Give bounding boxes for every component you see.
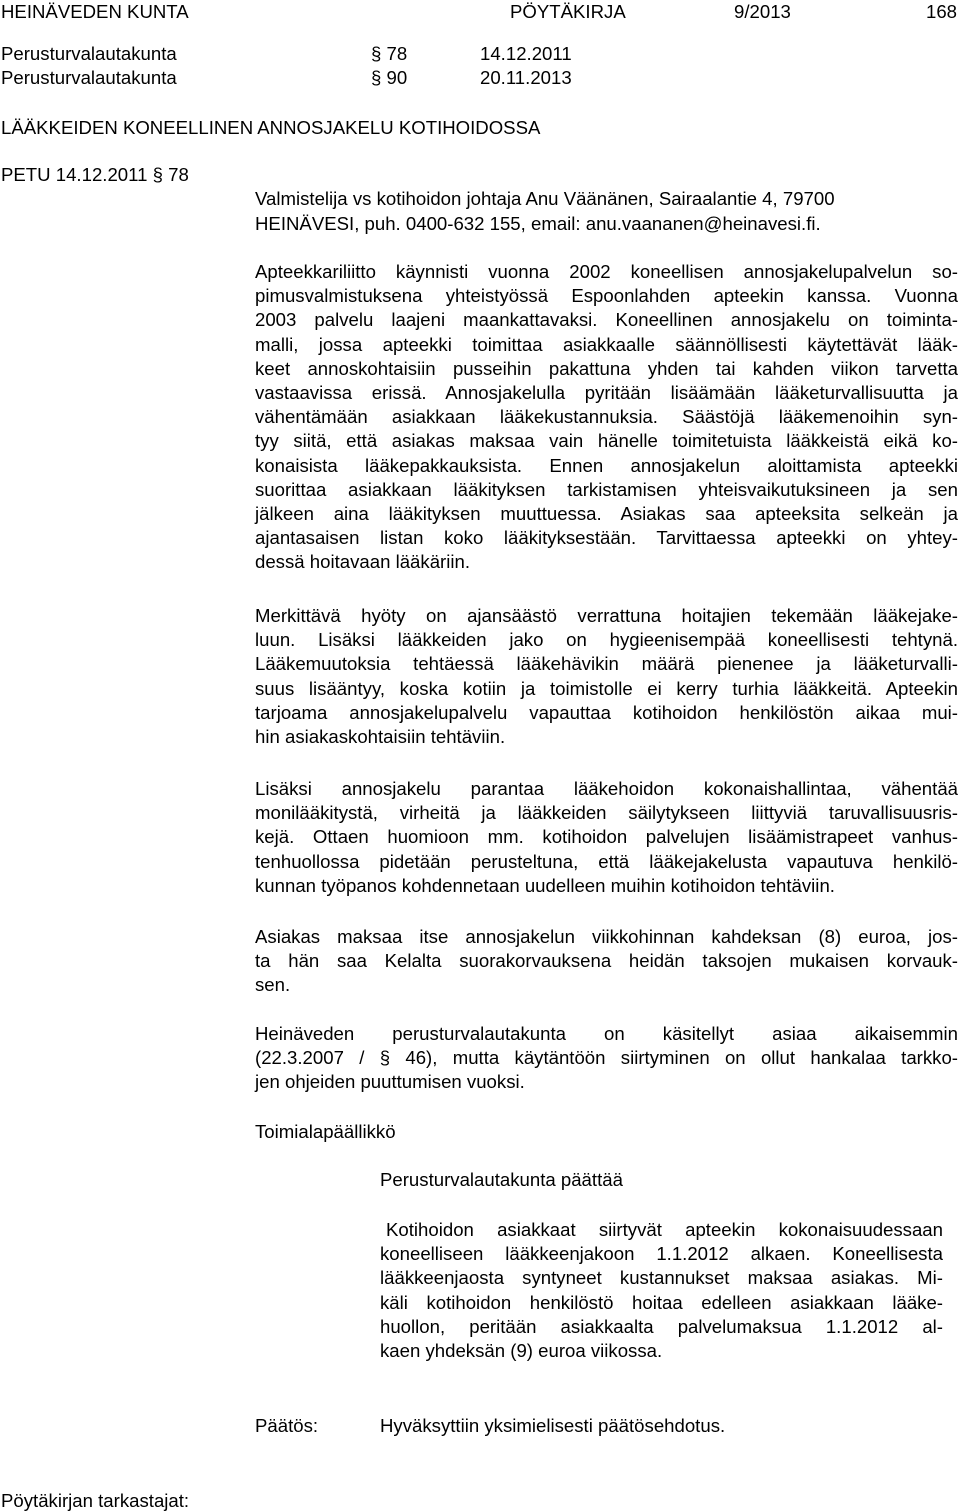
paragraph-line: ta hän saa Kelalta suorakorvauksena heidän taksojen mukaisen korvauk- bbox=[255, 950, 958, 972]
reference-board: Perusturvalautakunta bbox=[1, 67, 177, 88]
petu-reference: PETU 14.12.2011 § 78 bbox=[1, 164, 189, 185]
paragraph-line: tenhuollossa pidetään perusteltuna, että lääkejakelusta vapautuva henkilö- bbox=[255, 850, 958, 872]
paragraph-line: ajantasaisen listan koko lääkityksestään. Tarvittaessa apteekki on yhtey- bbox=[255, 527, 958, 549]
paragraph-line: keet annoskohtaisiin pusseihin pakattuna yhden tai kahden viikon tarvetta bbox=[255, 357, 958, 379]
paragraph-line: Lääkemuutoksia tehtäessä lääkehävikin määrä pienenee ja lääketurvalli- bbox=[255, 653, 958, 675]
paragraph-line: Heinäveden perusturvalautakunta on käsitellyt asiaa aikaisemmin bbox=[255, 1023, 958, 1044]
paragraph-line: luun. Lisäksi lääkkeiden jako on hygieenisempää koneellisesti tehtynä. bbox=[255, 629, 958, 651]
preparer-line: Valmistelija vs kotihoidon johtaja Anu Väänänen, Sairaalantie 4, 79700 bbox=[255, 188, 835, 209]
paragraph-line: suus lisääntyy, koska kotiin ja toimistolle ei kerry turhia lääkkeitä. Apteekin bbox=[255, 677, 958, 699]
proposal-line: lääkkeenjaosta syntyneet kustannukset maksaa asiakas. Mi- bbox=[380, 1267, 943, 1289]
paragraph-line: Lisäksi annosjakelu parantaa lääkehoidon kokonaishallintaa, vähentää bbox=[255, 778, 958, 799]
paragraph-line: kunnan työpanos kohdennetaan uudelleen muihin kotihoidon tehtäviin. bbox=[255, 874, 835, 896]
body-paragraph bbox=[255, 777, 958, 898]
paragraph-line: pimusvalmistuksena yhteistyössä Espoonlahden apteekin kanssa. Vuonna bbox=[255, 285, 958, 307]
paragraph-line: konaisista lääkepakkauksista. Ennen annosjakelun aloittamista apteekki bbox=[255, 454, 958, 476]
preparer-line: HEINÄVESI, puh. 0400-632 155, email: anu.vaananen@heinavesi.fi. bbox=[255, 213, 821, 234]
decision-text: Hyväksyttiin yksimielisesti päätösehdotus. bbox=[380, 1415, 726, 1436]
reference-section: § 78 bbox=[371, 43, 408, 64]
reference-section: § 90 bbox=[371, 67, 408, 88]
paragraph-line: jälkeen aina lääkityksen muuttuessa. Asiakas saa apteeksita selkeän ja bbox=[255, 503, 958, 525]
paragraph-line: Asiakas maksaa itse annosjakelun viikkohinnan kahdeksan (8) euroa, jos- bbox=[255, 926, 958, 947]
paragraph-line: jen ohjeiden puuttumisen vuoksi. bbox=[255, 1071, 525, 1093]
decision-label: Päätös: bbox=[255, 1415, 319, 1436]
paragraph-line: Apteekkariliitto käynnisti vuonna 2002 koneellisen annosjakelupalvelun so- bbox=[255, 261, 958, 282]
proposal-text bbox=[380, 1218, 943, 1363]
paragraph-line: malli, jossa apteekki toimittaa asiakkaalle säännöllisesti käytettävät lääk- bbox=[255, 333, 958, 355]
body-paragraph bbox=[255, 260, 958, 575]
proposal-line: käli kotihoidon henkilöstö hoitaa edelleen asiakkaan lääke- bbox=[380, 1291, 943, 1313]
paragraph-line: vähentämään asiakkaan lääkekustannuksia. Säästöjä lääkemenoihin syn- bbox=[255, 406, 958, 428]
paragraph-line: monilääkitystä, virheitä ja lääkkeiden säilytykseen liittyviä taruvallisuusris- bbox=[255, 802, 958, 824]
paragraph-line: dessä hoitavaan lääkäriin. bbox=[255, 551, 470, 573]
proposal-line: kaen yhdeksän (9) euroa viikossa. bbox=[380, 1340, 663, 1362]
paragraph-line: Merkittävä hyöty on ajansäästö verrattuna hoitajien tekemään lääkejake- bbox=[255, 605, 958, 626]
municipality-name: HEINÄVEDEN KUNTA bbox=[1, 1, 189, 22]
reference-date: 20.11.2013 bbox=[480, 67, 572, 88]
paragraph-line: (22.3.2007 / § 46), mutta käytäntöön siirtyminen on ollut hankalaa tarkko- bbox=[255, 1047, 958, 1069]
paragraph-line: sen. bbox=[255, 974, 291, 996]
paragraph-line: 2003 palvelu laajeni maankattavaksi. Koneellinen annosjakelu on toiminta- bbox=[255, 309, 958, 331]
paragraph-line: vastaavissa erissä. Annosjakelulla pyritään lisäämään lääketurvallisuutta ja bbox=[255, 382, 958, 404]
paragraph-line: tarjoama annosjakelupalvelu vapauttaa kotihoidon henkilöstön aikaa mui- bbox=[255, 701, 958, 723]
paragraph-line: kejä. Ottaen huomioon mm. kotihoidon palvelujen lisäämistrapeet vanhus- bbox=[255, 826, 958, 848]
body-paragraph bbox=[255, 604, 958, 749]
body-paragraph bbox=[255, 1022, 958, 1095]
proposal-line: huollon, peritään asiakkaalta palvelumaksua 1.1.2012 al- bbox=[380, 1315, 943, 1337]
paragraph-line: tyy siitä, että asiakas maksaa vain hänelle toimitetuista lääkkeistä eikä ko- bbox=[255, 430, 958, 452]
proposal-line: koneelliseen lääkkeenjakoon 1.1.2012 alkaen. Koneellisesta bbox=[380, 1243, 943, 1265]
body-paragraph bbox=[255, 925, 958, 998]
document-title: LÄÄKKEIDEN KONEELLINEN ANNOSJAKELU KOTIHOIDOSSA bbox=[1, 117, 541, 138]
paragraph-line: suorittaa asiakkaan lääkityksen tarkistamisen yhteisvaikutuksineen ja sen bbox=[255, 478, 958, 500]
reference-board: Perusturvalautakunta bbox=[1, 43, 177, 64]
proposal-line: Kotihoidon asiakkaat siirtyvät apteekin kokonaisuudessaan bbox=[386, 1219, 943, 1240]
footer-label: Pöytäkirjan tarkastajat: bbox=[1, 1490, 190, 1511]
issue-number: 9/2013 bbox=[734, 1, 791, 22]
reference-date: 14.12.2011 bbox=[480, 43, 572, 64]
paragraph-line: hin asiakaskohtaisiin tehtäviin. bbox=[255, 726, 506, 748]
presenter-title: Toimialapäällikkö bbox=[255, 1121, 396, 1142]
page-number: 168 bbox=[926, 1, 958, 22]
document-type: PÖYTÄKIRJA bbox=[510, 1, 626, 22]
proposal-heading: Perusturvalautakunta päättää bbox=[380, 1169, 623, 1190]
